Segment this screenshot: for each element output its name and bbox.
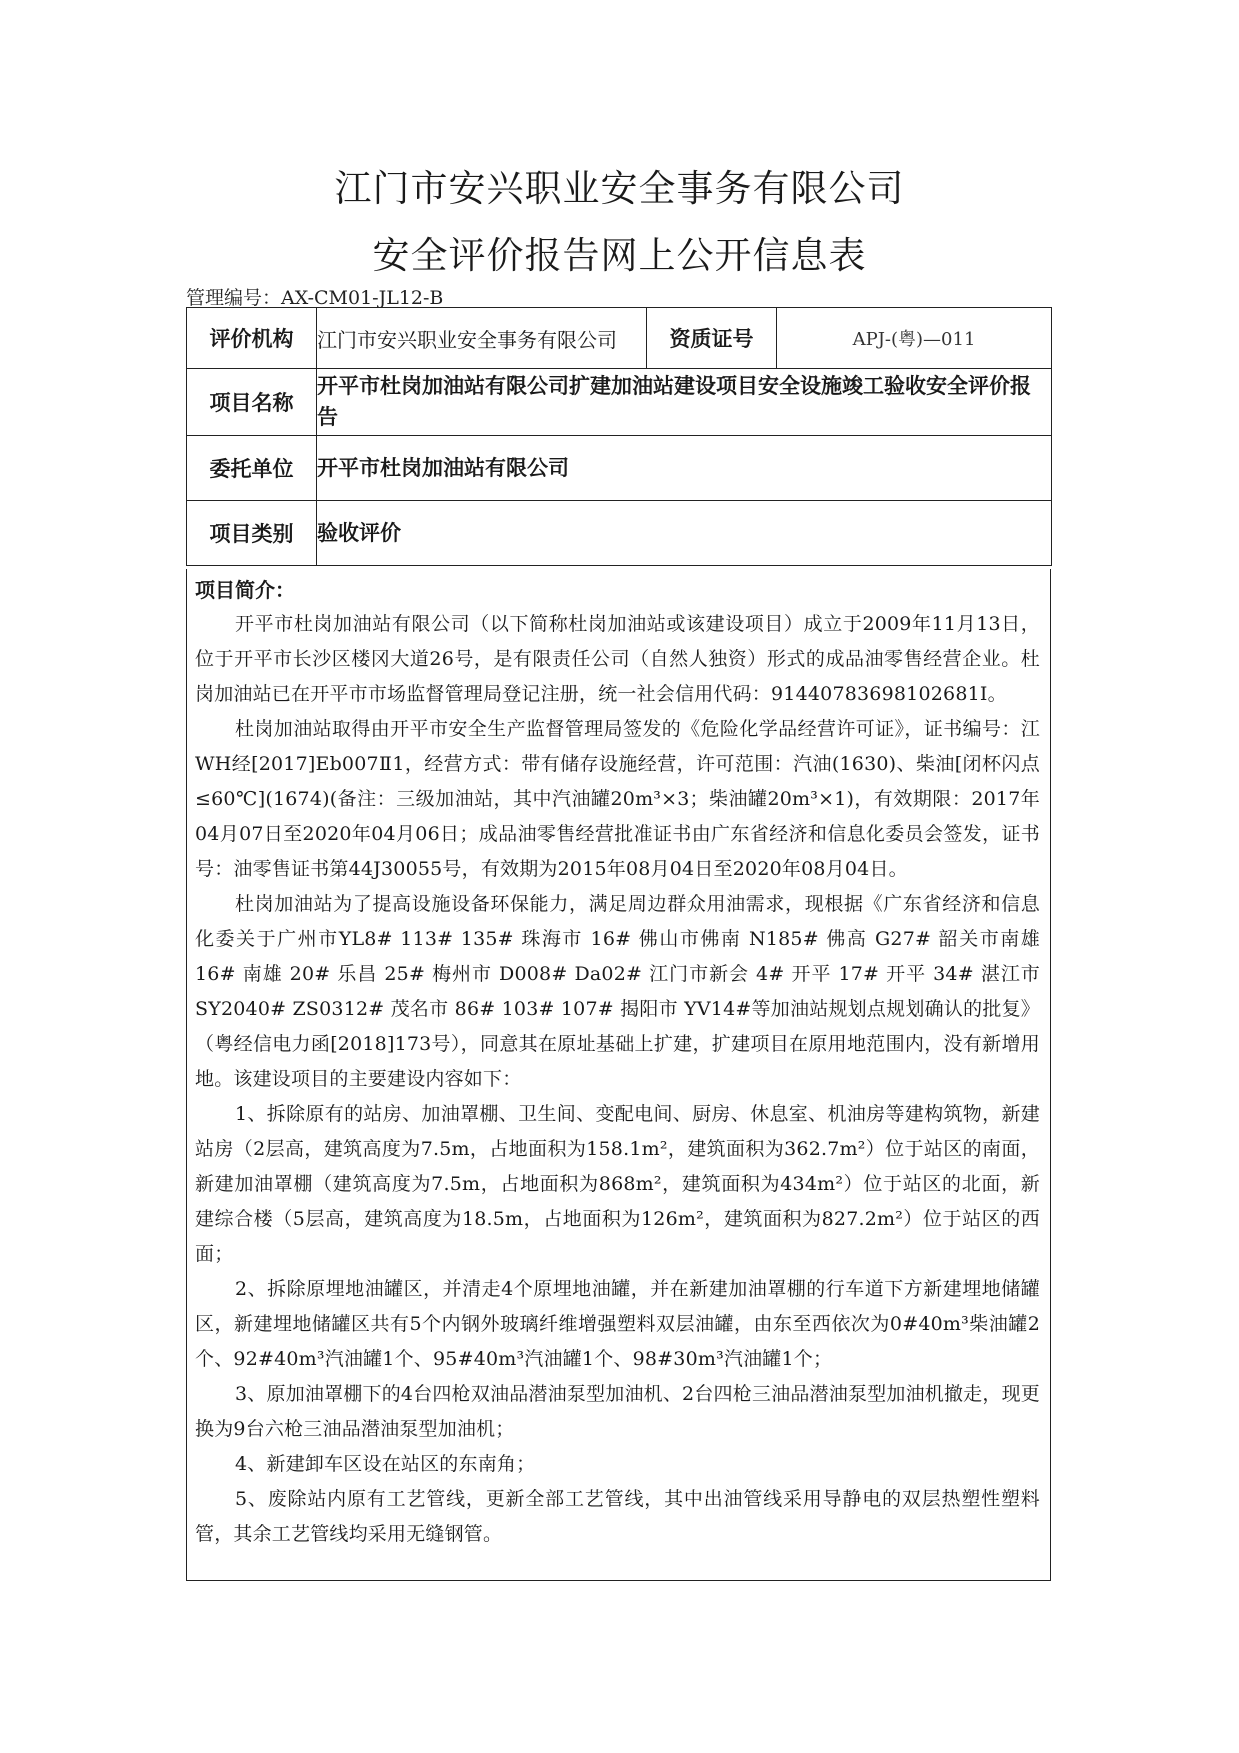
project-summary: [186, 569, 1051, 1581]
summary-paragraph: 5、废除站内原有工艺管线，更新全部工艺管线，其中出油管线采用导静电的双层热塑性塑料管，其余工艺管线均采用无缝钢管。: [195, 1488, 1040, 1545]
category-label: 项目类别: [187, 501, 317, 566]
row-category: [187, 501, 1052, 566]
summary-paragraph: 开平市杜岗加油站有限公司（以下简称杜岗加油站或该建设项目）成立于2009年11月13日，位于开平市长沙区楼冈大道26号，是有限责任公司（自然人独资）形式的成品油零售经营企业。杜岗加油站已在开平市市场监督管理局登记注册，统一社会信用代码：91440783698102681I。: [195, 613, 1040, 705]
project-label: 项目名称: [187, 369, 317, 436]
summary-paragraph: 杜岗加油站取得由开平市安全生产监督管理局签发的《危险化学品经营许可证》，证书编号：江WH经[2017]Eb007Ⅱ1，经营方式：带有储存设施经营，许可范围：汽油(1630)、柴油[闭杯闪点≤60℃](1674)(备注：三级加油站，其中汽油罐20m³×3；柴油罐20m³×1)，有效期限：2017年04月07日至2020年04月06日；成品油零售经营批准证书由广东省经济和信息化委员会签发，证书号：油零售证书第44J30055号，有效期为2015年08月04日至2020年08月04日。: [195, 718, 1040, 880]
row-org: [187, 308, 1052, 369]
cert-value: APJ-(粤)—011: [777, 308, 1052, 369]
category-value: 验收评价: [317, 501, 1052, 566]
client-label: 委托单位: [187, 436, 317, 501]
document-subtitle: 安全评价报告网上公开信息表: [372, 234, 867, 277]
summary-paragraph: 杜岗加油站为了提高设施设备环保能力，满足周边群众用油需求，现根据《广东省经济和信息化委关于广州市YL8# 113# 135# 珠海市 16# 佛山市佛南 N185# 佛高 G27# 韶关市南雄 16# 南雄 20# 乐昌 25# 梅州市 D008# Da02# 江门市新会 4# 开平 17# 开平 34# 湛江市SY2040# ZS0312# 茂名市 86# 103# 107# 揭阳市 YV14#等加油站规划点规划确认的批复》（粤经信电力函[2018]173号），同意其在原址基础上扩建，扩建项目在原用地范围内，没有新增用地。该建设项目的主要建设内容如下：: [195, 893, 1040, 1090]
summary-paragraph: 4、新建卸车区设在站区的东南角；: [235, 1453, 536, 1475]
org-value: 江门市安兴职业安全事务有限公司: [317, 308, 647, 369]
info-table: [186, 307, 1052, 566]
row-client: [187, 436, 1052, 501]
document-number: 管理编号：AX-CM01-JL12-B: [186, 287, 444, 309]
cert-label: 资质证号: [647, 308, 777, 369]
document-title: 江门市安兴职业安全事务有限公司: [334, 167, 905, 210]
row-project: [187, 369, 1052, 436]
client-value: 开平市杜岗加油站有限公司: [317, 436, 1052, 501]
summary-paragraph: 2、拆除原埋地油罐区，并清走4个原埋地油罐，并在新建加油罩棚的行车道下方新建埋地储罐区，新建埋地储罐区共有5个内钢外玻璃纤维增强塑料双层油罐，由东至西依次为0#40m³柴油罐2个、92#40m³汽油罐1个、95#40m³汽油罐1个、98#30m³汽油罐1个；: [195, 1278, 1040, 1370]
project-value: 开平市杜岗加油站有限公司扩建加油站建设项目安全设施竣工验收安全评价报告: [317, 369, 1052, 436]
summary-paragraph: 1、拆除原有的站房、加油罩棚、卫生间、变配电间、厨房、休息室、机油房等建构筑物，新建站房（2层高，建筑高度为7.5m，占地面积为158.1m²，建筑面积为362.7m²）位于站区的南面，新建加油罩棚（建筑高度为7.5m，占地面积为868m²，建筑面积为434m²）位于站区的北面，新建综合楼（5层高，建筑高度为18.5m，占地面积为126m²，建筑面积为827.2m²）位于站区的西面；: [195, 1103, 1040, 1265]
summary-heading: 项目简介：: [195, 578, 295, 602]
org-label: 评价机构: [187, 308, 317, 369]
summary-paragraph: 3、原加油罩棚下的4台四枪双油品潜油泵型加油机、2台四枪三油品潜油泵型加油机撤走，现更换为9台六枪三油品潜油泵型加油机；: [195, 1383, 1040, 1440]
